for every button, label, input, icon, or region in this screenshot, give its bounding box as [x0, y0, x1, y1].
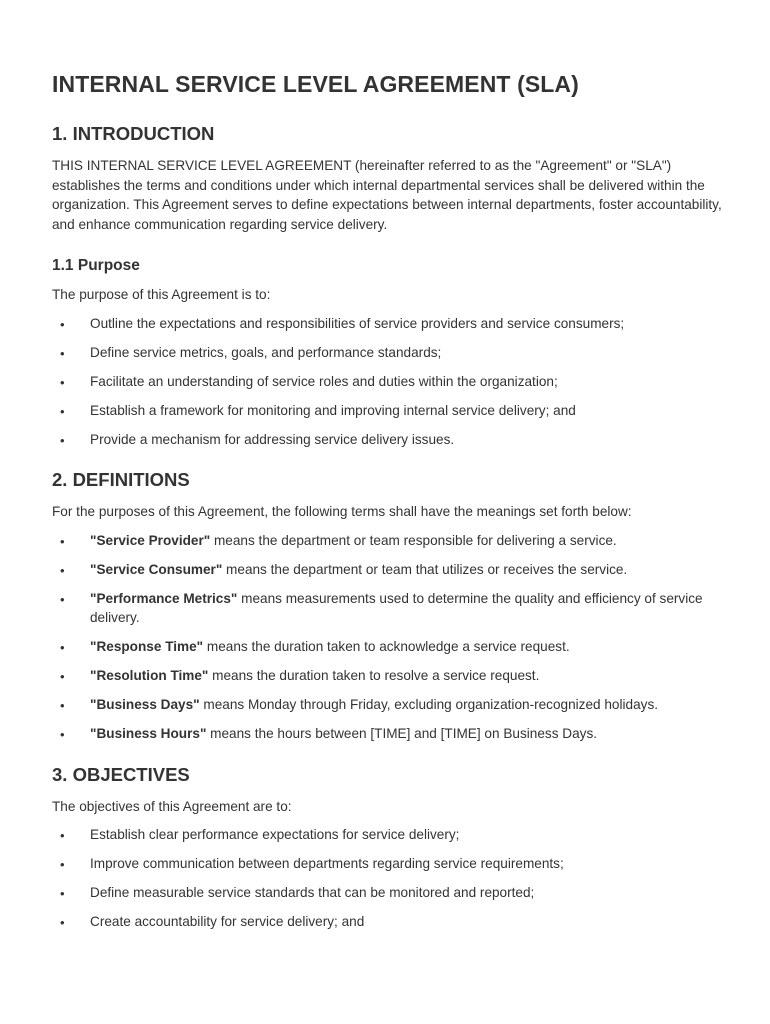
list-item-text: Define measurable service standards that can be monitored and reported; [90, 885, 535, 900]
definition-text: means the department or team that utilizes or receives the service. [222, 561, 628, 577]
list-item [52, 343, 722, 363]
bullet-icon: • [60, 403, 65, 419]
bullet-icon: • [60, 533, 65, 549]
list-item [52, 825, 722, 845]
definition-term: "Performance Metrics" [90, 590, 238, 606]
definition-term: "Resolution Time" [90, 668, 209, 683]
bullet-icon: • [60, 640, 65, 655]
definition-item [52, 560, 722, 580]
definition-text: means measurements used to determine the quality and efficiency of service delivery. [90, 590, 703, 625]
bullet-icon: • [60, 345, 65, 361]
list-item-text: Establish a framework for monitoring and improving internal service delivery; and [90, 402, 576, 418]
definition-term: "Business Days" [90, 697, 200, 712]
list-item-text: Define service metrics, goals, and performance standards; [90, 344, 442, 360]
bullet-icon: • [60, 828, 65, 843]
list-item-text: Establish clear performance expectations for service delivery; [90, 827, 460, 842]
bullet-icon: • [60, 562, 65, 578]
definition-term: "Response Time" [90, 639, 204, 654]
definition-text: means Monday through Friday, excluding organization-recognized holidays. [199, 697, 659, 712]
definition-item [52, 695, 722, 715]
definition-text: means the hours between [TIME] and [TIME] on Business Days. [206, 726, 598, 741]
list-item-text: Provide a mechanism for addressing service delivery issues. [90, 431, 455, 447]
definition-text: means the duration taken to resolve a service request. [208, 668, 540, 683]
definition-term: "Business Hours" [90, 726, 207, 741]
definition-term: "Service Consumer" [90, 561, 223, 577]
bullet-icon: • [60, 886, 65, 901]
purpose-lead: The purpose of this Agreement is to: [52, 287, 271, 302]
subsection-heading-purpose: 1.1 Purpose [52, 257, 140, 274]
definition-item [52, 637, 722, 657]
definition-item [52, 531, 722, 551]
introduction-paragraph: THIS INTERNAL SERVICE LEVEL AGREEMENT (hereinafter referred to as the "Agreement" or "SLA") establishes the terms and conditions under which internal departmental services shall be delivered within the organization. This Agreement serves to define expectations between internal departments, foster accountability, and enhance communication regarding service delivery. [52, 158, 722, 232]
definition-item [52, 666, 722, 686]
list-item [52, 854, 722, 874]
section-heading-definitions: 2. DEFINITIONS [52, 469, 190, 490]
list-item [52, 372, 722, 392]
objectives-list [52, 825, 722, 932]
definition-term: "Service Provider" [90, 532, 211, 548]
list-item-text: Facilitate an understanding of service roles and duties within the organization; [90, 373, 558, 389]
bullet-icon: • [60, 698, 65, 713]
bullet-icon: • [60, 669, 65, 684]
section-heading-introduction: 1. INTRODUCTION [52, 123, 215, 144]
bullet-icon: • [60, 591, 65, 607]
definition-item [52, 589, 722, 628]
definitions-list [52, 531, 722, 744]
bullet-icon: • [60, 915, 65, 930]
list-item-text: Create accountability for service delivery; and [90, 914, 365, 929]
list-item [52, 430, 722, 450]
list-item-text: Outline the expectations and responsibilities of service providers and service consumers; [90, 315, 625, 331]
list-item [52, 401, 722, 421]
document-page [52, 68, 722, 951]
objectives-lead: The objectives of this Agreement are to: [52, 798, 292, 814]
definition-text: means the duration taken to acknowledge a service request. [203, 639, 570, 654]
document-title: INTERNAL SERVICE LEVEL AGREEMENT (SLA) [52, 71, 579, 97]
definition-item [52, 724, 722, 744]
list-item [52, 883, 722, 903]
section-heading-objectives: 3. OBJECTIVES [52, 763, 190, 785]
bullet-icon: • [60, 727, 65, 742]
purpose-list [52, 314, 722, 450]
list-item-text: Improve communication between departments regarding service requirements; [90, 856, 564, 871]
bullet-icon: • [60, 432, 65, 448]
definitions-lead: For the purposes of this Agreement, the following terms shall have the meanings set forth below: [52, 504, 632, 519]
definition-text: means the department or team responsible for delivering a service. [210, 532, 617, 548]
list-item [52, 314, 722, 334]
bullet-icon: • [60, 857, 65, 872]
bullet-icon: • [60, 374, 65, 390]
list-item [52, 912, 722, 932]
bullet-icon: • [60, 316, 65, 332]
